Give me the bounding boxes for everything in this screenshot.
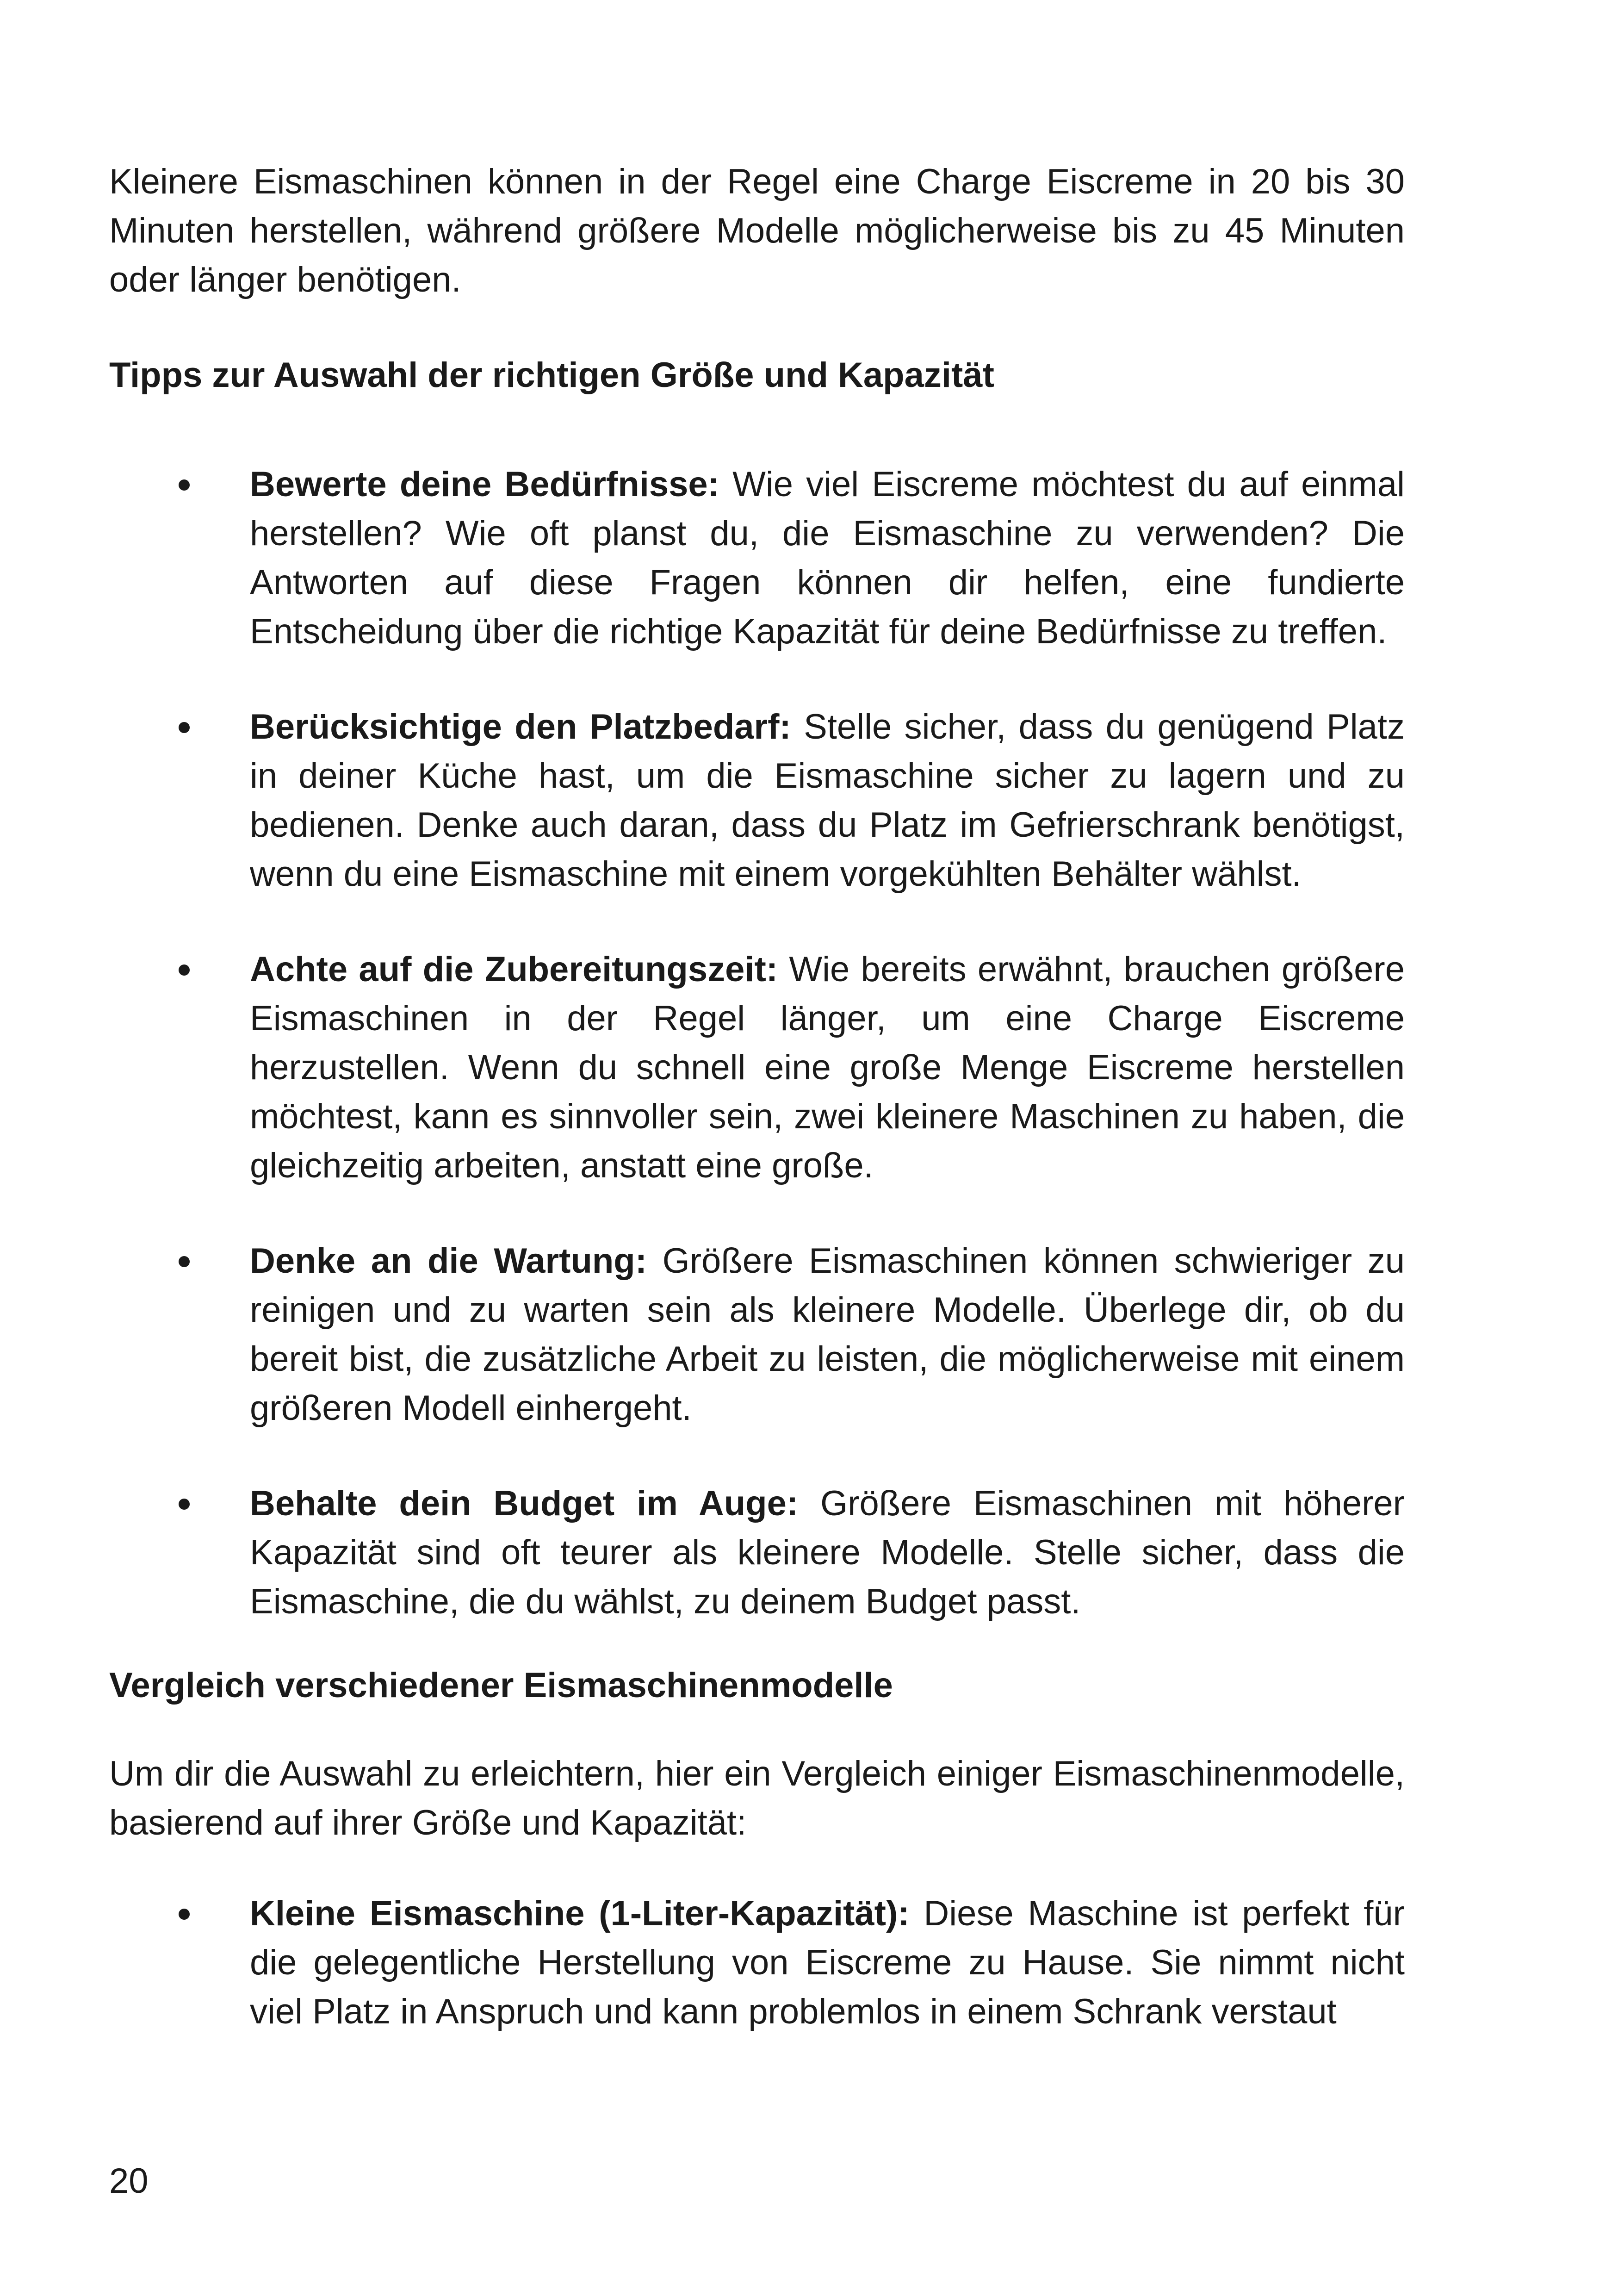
tips-list	[109, 460, 1405, 1626]
list-item-text	[250, 945, 1405, 1190]
list-item-text	[250, 1889, 1405, 2036]
list-item-text	[250, 1237, 1405, 1433]
list-item-body: Wie bereits erwähnt, brauchen größere Eismaschinen in der Regel länger, um eine Charge Eiscreme herzustellen. Wenn du schnell eine große Menge Eiscreme herstellen möchtest, kann es sinnvoller sein, zwei kleinere Maschinen zu haben, die gleichzeitig arbeiten, anstatt eine große.	[250, 950, 1405, 1185]
bullet-icon	[179, 722, 190, 733]
list-item-text	[250, 1479, 1405, 1626]
list-item-body: Wie viel Eiscreme möchtest du auf einmal herstellen? Wie oft planst du, die Eismaschine zu verwenden? Die Antworten auf diese Fragen können dir helfen, eine fundierte Entscheidung über die richtige Kapazität für deine Bedürfnisse zu treffen.	[250, 465, 1405, 651]
bullet-icon	[179, 479, 190, 491]
list-item	[109, 1237, 1405, 1433]
list-item	[109, 1889, 1405, 2036]
page-number: 20	[109, 2161, 149, 2201]
list-item-title: Behalte dein Budget im Auge:	[250, 1484, 799, 1523]
list-item-body: Größere Eismaschinen mit höherer Kapazität sind oft teurer als kleinere Modelle. Stelle sicher, dass die Eismaschine, die du wählst, zu deinem Budget passt.	[250, 1484, 1405, 1621]
list-item-text	[250, 703, 1405, 899]
intro-paragraph: Kleinere Eismaschinen können in der Regel eine Charge Eiscreme in 20 bis 30 Minuten herstellen, während größere Modelle möglicherweise bis zu 45 Minuten oder länger benötigen.	[109, 162, 1405, 299]
list-item	[109, 460, 1405, 656]
list-item-text	[250, 460, 1405, 656]
list-item-body: Diese Maschine ist perfekt für die gelegentliche Herstellung von Eiscreme zu Hause. Sie nimmt nicht viel Platz in Anspruch und kann problemlos in einem Schrank verstaut	[250, 1894, 1405, 2031]
bullet-icon	[179, 1256, 190, 1267]
list-item-title: Denke an die Wartung:	[250, 1241, 647, 1281]
section-heading-comparison: Vergleich verschiedener Eismaschinenmodelle	[109, 1666, 893, 1705]
list-item-title: Achte auf die Zubereitungszeit:	[250, 950, 778, 989]
list-item	[109, 945, 1405, 1190]
bullet-icon	[179, 964, 190, 976]
list-item-title: Bewerte deine Bedürfnisse:	[250, 465, 719, 504]
bullet-icon	[179, 1499, 190, 1510]
list-item-title: Berücksichtige den Platzbedarf:	[250, 707, 791, 747]
models-list	[109, 1889, 1405, 2036]
comparison-paragraph: Um dir die Auswahl zu erleichtern, hier ein Vergleich einiger Eismaschinenmodelle, basierend auf ihrer Größe und Kapazität:	[109, 1754, 1405, 1842]
page-content	[109, 157, 1405, 2036]
list-item	[109, 703, 1405, 899]
list-item	[109, 1479, 1405, 1626]
list-item-body: Stelle sicher, dass du genügend Platz in deiner Küche hast, um die Eismaschine sicher zu lagern und zu bedienen. Denke auch daran, dass du Platz im Gefrierschrank benötigst, wenn du eine Eismaschine mit einem vorgekühlten Behälter wählst.	[250, 707, 1405, 894]
bullet-icon	[179, 1909, 190, 1920]
list-item-title: Kleine Eismaschine (1-Liter-Kapazität):	[250, 1894, 910, 1933]
section-heading-tips: Tipps zur Auswahl der richtigen Größe und Kapazität	[109, 355, 994, 395]
list-item-body: Größere Eismaschinen können schwieriger zu reinigen und zu warten sein als kleinere Modelle. Überlege dir, ob du bereit bist, die zusätzliche Arbeit zu leisten, die möglicherweise mit einem größeren Modell einhergeht.	[250, 1241, 1405, 1428]
